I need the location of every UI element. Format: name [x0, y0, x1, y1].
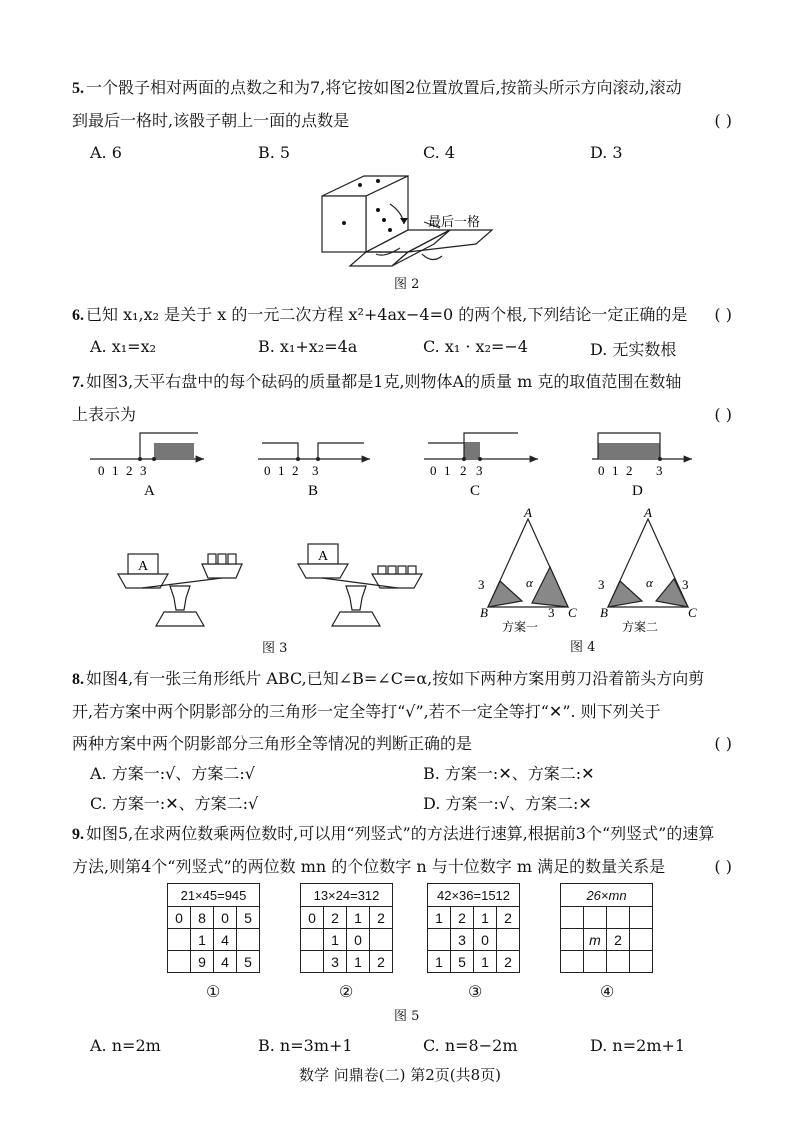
- q6-option-b: B. x₁+x₂=4a: [258, 337, 358, 356]
- grid-1-label: ①: [206, 982, 221, 1001]
- q7-line2: 上表示为: [72, 405, 137, 424]
- q6-option-c: C. x₁ · x₂=−4: [423, 337, 528, 356]
- svg-text:α: α: [526, 575, 533, 590]
- grid-3: 42×36=1512 1 2 1 2 3 0 1 5 1 2: [427, 883, 520, 973]
- q8-paren: ( ): [714, 734, 732, 753]
- scheme-one-label: 方案一: [502, 620, 539, 634]
- grid-1: 21×45=945 0 8 0 5 1 4 9 4 5: [167, 883, 260, 973]
- svg-text:A: A: [644, 505, 652, 520]
- svg-text:3: 3: [140, 463, 147, 478]
- svg-text:0: 0: [98, 463, 105, 478]
- fig4-caption: 图 4: [570, 640, 596, 655]
- q7-option-b: B: [308, 483, 319, 499]
- q6-stem: [72, 299, 732, 332]
- svg-text:3: 3: [548, 605, 555, 620]
- q7-number: 7.: [72, 374, 84, 391]
- svg-text:3: 3: [478, 577, 485, 592]
- q5-stem: [72, 72, 732, 137]
- grid-2-label: ②: [339, 982, 354, 1001]
- q8-option-c: C. 方案一:✕、方案二:√: [90, 794, 259, 813]
- svg-text:3: 3: [682, 577, 689, 592]
- q6-paren: ( ): [714, 305, 732, 324]
- svg-text:1: 1: [112, 463, 119, 478]
- svg-text:2: 2: [126, 463, 133, 478]
- svg-text:1: 1: [444, 463, 451, 478]
- svg-text:A: A: [524, 505, 532, 520]
- q8-option-b: B. 方案一:✕、方案二:✕: [423, 764, 595, 783]
- svg-text:2: 2: [460, 463, 467, 478]
- scheme-two-label: 方案二: [622, 620, 659, 634]
- svg-text:1: 1: [612, 463, 619, 478]
- q9-paren: ( ): [714, 857, 732, 876]
- q5-line1: 一个骰子相对两面的点数之和为7,将它按如图2位置放置后,按箭头所示方向滚动,滚动: [86, 78, 682, 97]
- q8-stem: [72, 663, 732, 760]
- q7-stem: [72, 366, 732, 431]
- svg-text:B: B: [600, 605, 608, 620]
- grid-3-label: ③: [468, 982, 483, 1001]
- svg-text:1: 1: [278, 463, 285, 478]
- q8-line3: 两种方案中两个阴影部分三角形全等情况的判断正确的是: [72, 734, 473, 753]
- svg-text:α: α: [646, 575, 653, 590]
- q5-line2: 到最后一格时,该骰子朝上一面的点数是: [72, 111, 350, 130]
- q8-line2: 开,若方案中两个阴影部分的三角形一定全等打“√”,若不一定全等打“✕”. 则下列关于: [72, 702, 661, 721]
- q9-option-d: D. n=2m+1: [590, 1036, 686, 1055]
- q8-option-d: D. 方案一:√、方案二:✕: [423, 794, 592, 813]
- svg-text:C: C: [568, 605, 577, 620]
- svg-text:3: 3: [598, 577, 605, 592]
- svg-text:0: 0: [598, 463, 605, 478]
- number-lines: [86, 425, 726, 500]
- svg-text:B: B: [480, 605, 488, 620]
- q9-option-a: A. n=2m: [90, 1036, 161, 1055]
- q8-number: 8.: [72, 671, 84, 688]
- svg-text:0: 0: [264, 463, 271, 478]
- q7-paren: ( ): [714, 405, 732, 424]
- q9-line2: 方法,则第4个“列竖式”的两位数 mn 的个位数字 n 与十位数字 m 满足的数量关系是: [72, 857, 666, 876]
- q6-option-d: D. 无实数根: [590, 340, 677, 359]
- q5-option-b: B. 5: [258, 143, 291, 162]
- svg-text:3: 3: [476, 463, 483, 478]
- last-cell-label: 最后一格: [428, 215, 481, 230]
- q6-number: 6.: [72, 307, 84, 324]
- dice-figure: [300, 168, 520, 273]
- q8-line1: 如图4,有一张三角形纸片 ABC,已知∠B=∠C=α,按如下两种方案用剪刀沿着箭头方向剪: [86, 669, 705, 688]
- q5-number: 5.: [72, 80, 84, 97]
- q9-stem: [72, 818, 732, 883]
- q9-number: 9.: [72, 826, 84, 843]
- q5-option-d: D. 3: [590, 143, 623, 162]
- triangle-figure: [470, 505, 720, 635]
- q5-paren: ( ): [714, 111, 732, 130]
- svg-text:A: A: [138, 559, 149, 574]
- q5-option-a: A. 6: [90, 143, 122, 162]
- svg-text:3: 3: [312, 463, 319, 478]
- grid-4-label: ④: [600, 982, 615, 1001]
- q5-option-c: C. 4: [423, 143, 456, 162]
- svg-text:3: 3: [656, 463, 663, 478]
- q9-option-c: C. n=8−2m: [423, 1036, 518, 1055]
- grid-2: 13×24=312 0 2 1 2 1 0 3 1 2: [300, 883, 393, 973]
- page-footer: 数学 问鼎卷(二) 第2页(共8页): [298, 1066, 502, 1084]
- svg-text:C: C: [688, 605, 697, 620]
- q7-option-d: D: [632, 483, 643, 499]
- fig3-caption: 图 3: [262, 641, 288, 656]
- svg-text:0: 0: [430, 463, 437, 478]
- svg-text:2: 2: [292, 463, 299, 478]
- fig5-caption: 图 5: [394, 1009, 420, 1024]
- balance-scales-figure: [110, 540, 440, 635]
- q7-option-a: A: [144, 483, 155, 499]
- q9-line1: 如图5,在求两位数乘两位数时,可以用“列竖式”的方法进行速算,根据前3个“列竖式”的速算: [86, 824, 715, 843]
- q6-text: 已知 x₁,x₂ 是关于 x 的一元二次方程 x²+4ax−4=0 的两个根,下列结论一定正确的是: [86, 305, 688, 324]
- svg-text:2: 2: [626, 463, 633, 478]
- q7-line1: 如图3,天平右盘中的每个砝码的质量都是1克,则物体A的质量 m 克的取值范围在数轴: [86, 372, 682, 391]
- q8-option-a: A. 方案一:√、方案二:√: [90, 764, 255, 783]
- q7-option-c: C: [470, 483, 481, 499]
- svg-text:A: A: [318, 549, 329, 564]
- q6-option-a: A. x₁=x₂: [90, 337, 157, 356]
- grid-4: 26×mn m 2: [560, 883, 653, 973]
- q9-option-b: B. n=3m+1: [258, 1036, 353, 1055]
- fig2-caption: 图 2: [394, 277, 420, 292]
